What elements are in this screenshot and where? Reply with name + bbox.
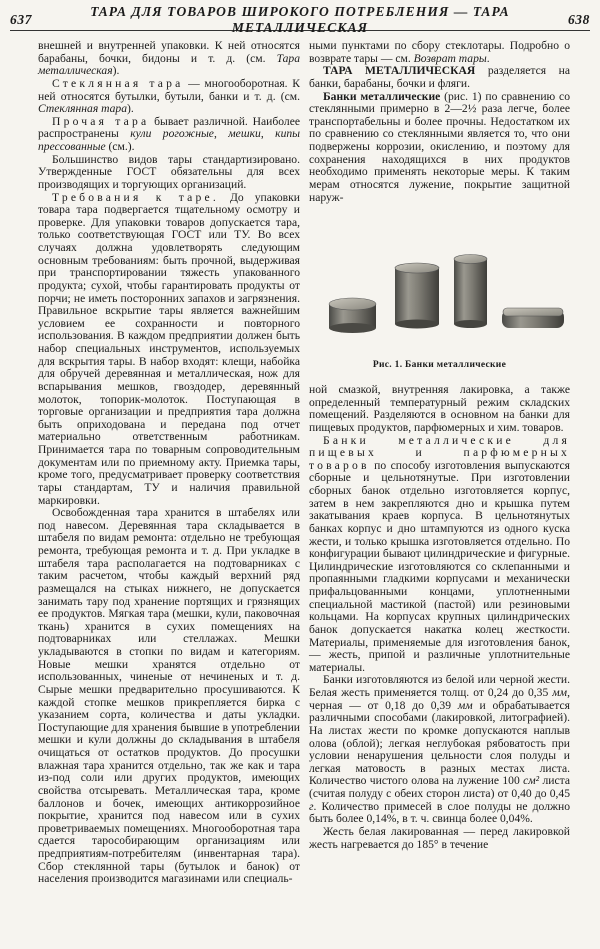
- italic-reference: кипы прессованные: [38, 127, 301, 153]
- text-run: ными пунктами по сбору стеклотары. Подробно о возврате тары — см.: [309, 39, 570, 65]
- running-title: ТАРА ДЛЯ ТОВАРОВ ШИРОКОГО ПОТРЕБЛЕНИЯ — ТАРА МЕТАЛЛИЧЕСКАЯ: [90, 4, 510, 35]
- spaced-subheading: Банки металлические для пищевых и парфюмерных товаров: [309, 433, 570, 472]
- paragraph: [38, 78, 300, 116]
- italic-reference: Возврат тары: [413, 51, 487, 65]
- spaced-subheading: Прочая тара: [52, 114, 150, 128]
- paragraph: [309, 384, 570, 435]
- paragraph: [309, 826, 570, 851]
- left-column: [38, 40, 300, 886]
- page-number-left: 637: [10, 12, 33, 27]
- italic-reference: кули рогожные: [130, 127, 214, 141]
- italic-reference: мм: [552, 686, 568, 699]
- text-run: Жесть белая лакированная — перед лакировкой жесть нагревается до 185° в течение: [309, 824, 570, 851]
- bold-term: Банки металлические: [323, 89, 441, 103]
- paragraph: [309, 91, 570, 205]
- paragraph: [38, 40, 300, 78]
- text-run: , черная — от 0,18 до 0,39: [309, 686, 570, 712]
- text-run: разделяется на банки, барабаны, бочки и фляги.: [309, 64, 570, 90]
- bold-term: ТАРА МЕТАЛЛИЧЕСКАЯ: [323, 64, 476, 78]
- text-run: ,: [260, 127, 276, 141]
- paragraph: [309, 435, 570, 675]
- paragraph: [38, 154, 300, 192]
- figure-metal-cans: [309, 240, 570, 380]
- text-run: — многооборотная. К ней относятся бутылки, бутыли, банки и т. д. (см.: [38, 76, 300, 103]
- text-run: Большинство видов тары стандартизировано. Утвержденные ГОСТ обязательны для всех производящих и торгующих организаций.: [38, 152, 300, 191]
- italic-reference: г: [309, 799, 314, 813]
- right-column-bottom: [309, 384, 570, 851]
- text-run: (см.).: [105, 140, 135, 153]
- page-number-right: 638: [567, 12, 590, 27]
- metal-cans-illustration: [309, 240, 570, 350]
- text-run: Банки изготовляются из белой или черной жести. Белая жесть применяется толщ. от 0,24 до 0,35: [309, 673, 570, 699]
- paragraph: [38, 507, 300, 886]
- paragraph: [309, 674, 570, 826]
- can-flat-oval: [502, 308, 564, 328]
- text-run: внешней и внутренней упаковки. К ней относятся барабаны, бочки, бидоны и т. д. (см.: [38, 39, 300, 65]
- figure-caption: Рис. 1. Банки металлические: [372, 360, 507, 370]
- can-tall-narrow: [454, 255, 487, 329]
- paragraph: [38, 192, 300, 508]
- spaced-subheading: Требования к таре.: [52, 190, 219, 204]
- italic-reference: мешки: [228, 127, 261, 141]
- text-run: .: [486, 51, 490, 65]
- italic-reference: см²: [523, 774, 540, 788]
- paragraph: [309, 65, 570, 90]
- text-run: ).: [112, 64, 120, 78]
- paragraph: [38, 116, 300, 154]
- can-short-round: [329, 298, 376, 333]
- text-run: До упаковки товара тара подвергается тщательному осмотру и проверке. Для упаковки товаров допускается тара, только соответствующая ГОСТ или ТУ. Во всех случаях должна удовлетворять следующим основным требованиям: быть прочной, выдерживая при транспортировании тяжесть упакованного продукта; сухой, чтобы гарантировать продукты от порчи; не иметь посторонних запахов и загрязнения. Правильное вскрытие тары является важнейшим условием ее сохранности и повторного использования. В каждом предприятии должен быть набор специальных инструментов, используемых для вскрытия тары. В набор входят: клещи, набойка для обручей деревянная и металлическая, нож для вспарывания мешков, гвоздодер, деревянный молоток, топорик-молоток. Поступающая в торговые организации и предприятия тара должна быть оприходована и передана под отчет материально ответственным работникам. Принимается тара по товарным сопроводительным документам или по приемному акту. Приемка тары, кроме того, предусматривает проверку соответствия тары стандартам, ТУ и наличия правильной маркировки.: [38, 190, 300, 507]
- text-run: по способу изготовления выпускаются сборные и цельнотянутые. При изготовлении сборных банок отдельно изготовляется корпус, затем в нем закрепляются дно и крышка путем закатывания краев корпуса. В цельнотянутых банках корпус и дно штампуются из одного куска жести, и только крышка изготовляется отдельно. По конфигурации бывают цилиндрические и фигурные. Цилиндрические изготовляются со склепанными и пропаянными гладкими корпусами и механически прифальцованными концами, уплотненными специальной мастикой (пастой) или резиновыми кольцами. На корпусах крупных цилиндрических банок допускается накатка колец жесткости. Материалы, применяемые для изготовления банок, — жесть, припой и различные уплотнительные материалы.: [309, 458, 570, 674]
- text-run: ной смазкой, внутренняя лакировка, а также определенный температурный режим складских помещений. Разделяются в основном на банки для пищевых продуктов, парфюмерных и хим. товаров.: [309, 383, 570, 434]
- text-run: и обрабатывается различными способами (лакировкой, литографией). На листах жести по кромке допускаются наплыв олова (облой); легкая неглубокая рябоватость при условии ненарушения цельности слоя полуды и легкая матовость в разных местах листа. Количество чистого олова на лужение 100: [309, 698, 570, 788]
- italic-reference: Стеклянная тара: [38, 102, 128, 116]
- italic-reference: Тара металлическая: [38, 51, 300, 78]
- paragraph: [309, 40, 570, 65]
- text-run: листа (считая полуду с обеих сторон листа) от 0,40 до 0,45: [309, 774, 570, 800]
- text-run: ).: [127, 102, 134, 116]
- text-run: (рис. 1) по сравнению со стеклянными примерно в 2—2½ раза легче, более транспортабельны и более прочны. Недостатком их по сравнению со стеклянными является то, что они подвержены коррозии, окислению, и поэтому для сохранения находящихся в них продуктов необходимо применять некоторые меры. К таким мерам относятся лужение, покрытие защитной наруж-: [309, 89, 570, 204]
- spaced-subheading: Стеклянная тара: [52, 76, 184, 90]
- text-run: Освобожденная тара хранится в штабелях или под навесом. Деревянная тара складывается в штабеля по видам ремонта: отдельно не требующая ремонта, требующая ремонта и т. д. При укладке в штабеля тара располагается на подтоварниках с таким расчетом, чтобы каждый верхний ряд размещался на стыках нижнего, не допускается занимать тару под хранение портящих и грязнящих ее продуктов. Мягкая тара (мешки, кули, паковочная ткань) хранится в сухих помещениях на подтоварниках или стеллажах. Мешки укладываются в стопки по видам и категориям. Новые мешки хранятся отдельно от использованных, чиненые от нечиненых и т. д. Сырые мешки предварительно просушиваются. К каждой стопке мешков прикрепляется бирка с указанием сорта, количества и даты укладки. Поступающие для хранения бывшие в употреблении мешки и кули должны до складывания в штабеля очищаться от остатков продуктов. До просушки влажная тара хранится отдельно, так же как и тара из-под соли или других продуктов, имеющих свойства отсыревать. Металлическая тара, кроме баллонов и бочек, имеющих антикоррозийное покрытие, хранится под навесом или в сухих проветриваемых помещениях. Многооборотная тара сдается тарособирающим организациям или предприятиям-потребителям (инвентарная тара). Сбор стеклянной тары (бутылок и банок) от населения производится магазинами или специаль-: [38, 506, 300, 886]
- text-run: ,: [213, 127, 229, 141]
- page-header: [10, 4, 590, 35]
- can-tall-wide: [395, 263, 439, 329]
- text-run: бывает различной. Наиболее распространены: [38, 114, 300, 141]
- right-column-top: [309, 40, 570, 204]
- text-run: . Количество примесей в слое полуды не должно быть более 0,14%, в т. ч. свинца более 0,04%.: [309, 799, 570, 826]
- italic-reference: мм: [457, 698, 473, 712]
